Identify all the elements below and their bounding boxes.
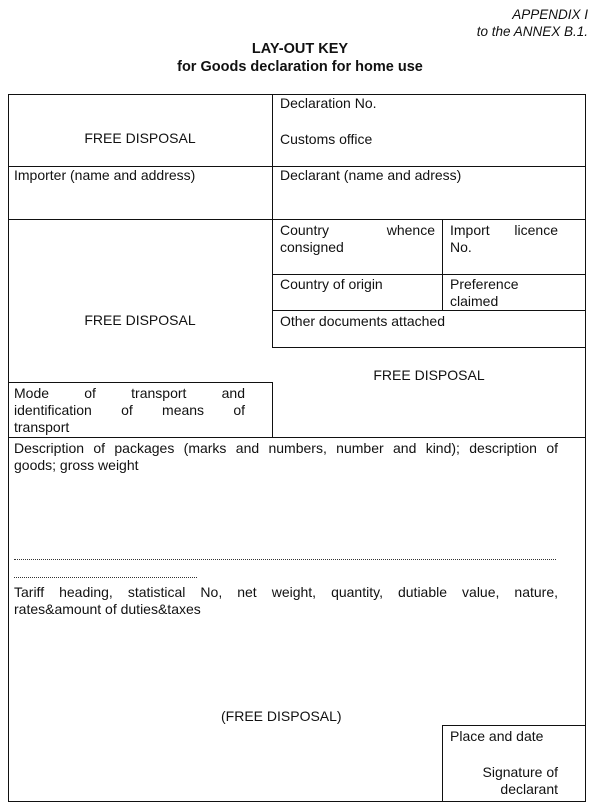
- rule-below-country-whence: [272, 274, 586, 275]
- page-subtitle: for Goods declaration for home use: [177, 59, 423, 75]
- rule-below-origin: [272, 310, 586, 311]
- country-whence-line-1: Country whence: [280, 222, 435, 238]
- page-title: LAY-OUT KEY: [251, 41, 349, 57]
- tariff-label: [14, 584, 558, 618]
- free-disposal-right: FREE DISPOSAL: [373, 367, 485, 383]
- border-right: [585, 94, 586, 802]
- place-date-label: Place and date: [450, 728, 544, 744]
- description-line-1: Description of packages (marks and numbers, number and kind); description of: [14, 440, 558, 456]
- border-bottom: [8, 801, 586, 802]
- free-disposal-bottom: (FREE DISPOSAL): [221, 708, 342, 724]
- appendix-label: [477, 6, 588, 40]
- declaration-number-label: Declaration No.: [280, 95, 377, 111]
- preference-label: [450, 276, 518, 310]
- importer-label: Importer (name and address): [14, 167, 196, 183]
- customs-office-label: Customs office: [280, 131, 373, 147]
- preference-line-1: Preference: [450, 276, 519, 292]
- divider-middle-upper: [272, 94, 273, 221]
- divider-middle-mid: [272, 221, 273, 348]
- signature-line-2: declarant: [500, 781, 558, 797]
- description-label: [14, 440, 558, 474]
- rule-below-importer: [8, 219, 586, 220]
- rule-below-documents: [272, 347, 586, 348]
- import-licence-label: [450, 222, 558, 256]
- rule-above-signature: [442, 725, 586, 726]
- import-licence-line-2: No.: [450, 239, 472, 255]
- dotted-separator-long: [14, 559, 556, 560]
- free-disposal-top: FREE DISPOSAL: [84, 130, 196, 146]
- rule-above-description: [8, 437, 586, 438]
- mode-line-3: transport: [14, 419, 70, 435]
- declarant-label: Declarant (name and adress): [280, 167, 462, 183]
- mode-line-2: identification of means of: [14, 402, 245, 418]
- signature-label: [450, 764, 558, 798]
- signature-line-1: Signature of: [482, 764, 558, 780]
- preference-line-2: claimed: [450, 293, 499, 309]
- import-licence-line-1: Import licence: [450, 222, 558, 238]
- country-whence-label: [280, 222, 435, 256]
- divider-licence: [442, 219, 443, 311]
- rule-above-mode: [8, 382, 273, 383]
- country-whence-line-2: consigned: [280, 239, 344, 255]
- tariff-line-1: Tariff heading, statistical No, net weight, quantity, dutiable value, nature,: [14, 584, 558, 600]
- other-documents-label: Other documents attached: [280, 313, 445, 329]
- description-line-2: goods; gross weight: [14, 457, 139, 473]
- divider-middle-lower: [272, 382, 273, 438]
- mode-of-transport-label: [14, 385, 245, 436]
- country-origin-label: Country of origin: [280, 276, 383, 292]
- appendix-line-2: to the ANNEX B.1.: [476, 24, 588, 39]
- mode-line-1: Mode of transport and: [14, 385, 245, 401]
- free-disposal-left: FREE DISPOSAL: [84, 312, 196, 328]
- border-left: [8, 94, 9, 802]
- appendix-line-1: APPENDIX I: [512, 7, 588, 22]
- dotted-separator-short: [14, 577, 197, 578]
- tariff-line-2: rates&amount of duties&taxes: [14, 601, 201, 617]
- divider-signature: [442, 725, 443, 802]
